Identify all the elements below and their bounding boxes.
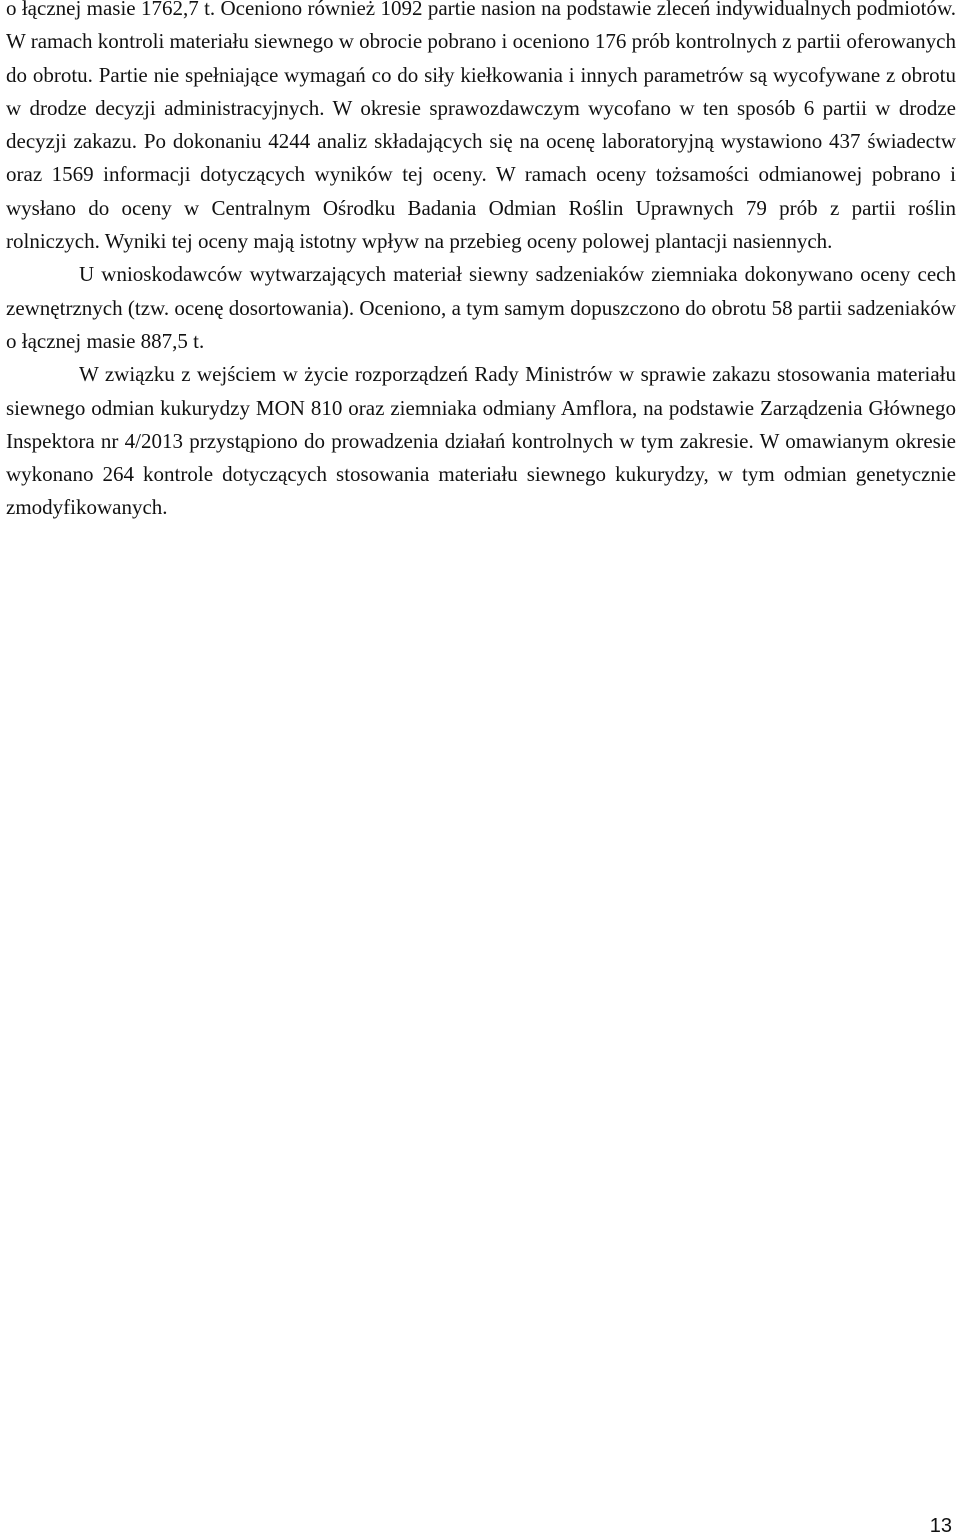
paragraph-seed-potatoes: U wnioskodawców wytwarzających materiał siewny sadzeniaków ziemniaka dokonywano oceny cech zewnętrznych (tzw. ocenę dosortowania). Oceniono, a tym samym dopuszczono do obrotu 58 partii sadzeniaków o łącznej masie 887,5 t. [6,262,956,353]
paragraph-gmo-control: W związku z wejściem w życie rozporządzeń Rady Ministrów w sprawie zakazu stosowania materiału siewnego odmian kukurydzy MON 810 oraz ziemniaka odmiany Amflora, na podstawie Zarządzenia Głównego Inspektora nr 4/2013 przystąpiono do prowadzenia działań kontrolnych w tym zakresie. W omawianym okresie wykonano 264 kontrole dotyczących stosowania materiału siewnego kukurydzy, w tym odmian genetycznie zmodyfikowanych. [6,362,956,520]
paragraph-seed-control: o łącznej masie 1762,7 t. Oceniono również 1092 partie nasion na podstawie zleceń indywidualnych podmiotów. W ramach kontroli materiału siewnego w obrocie pobrano i oceniono 176 prób kontrolnych z partii oferowanych do obrotu. Partie nie spełniające wymagań co do siły kiełkowania i innych parametrów są wycofywane z obrotu w drodze decyzji administracyjnych. W okresie sprawozdawczym wycofano w ten sposób 6 partii w drodze decyzji zakazu. Po dokonaniu 4244 analiz składających się na ocenę laboratoryjną wystawiono 437 świadectw oraz 1569 informacji dotyczących wyników tej oceny. W ramach oceny tożsamości odmianowej pobrano i wysłano do oceny w Centralnym Ośrodku Badania Odmian Roślin Uprawnych 79 prób z partii roślin rolniczych. Wyniki tej oceny mają istotny wpływ na przebieg oceny polowej plantacji nasiennych. [6,0,956,254]
document-body [6,0,956,525]
page-number: 13 [929,1515,952,1537]
